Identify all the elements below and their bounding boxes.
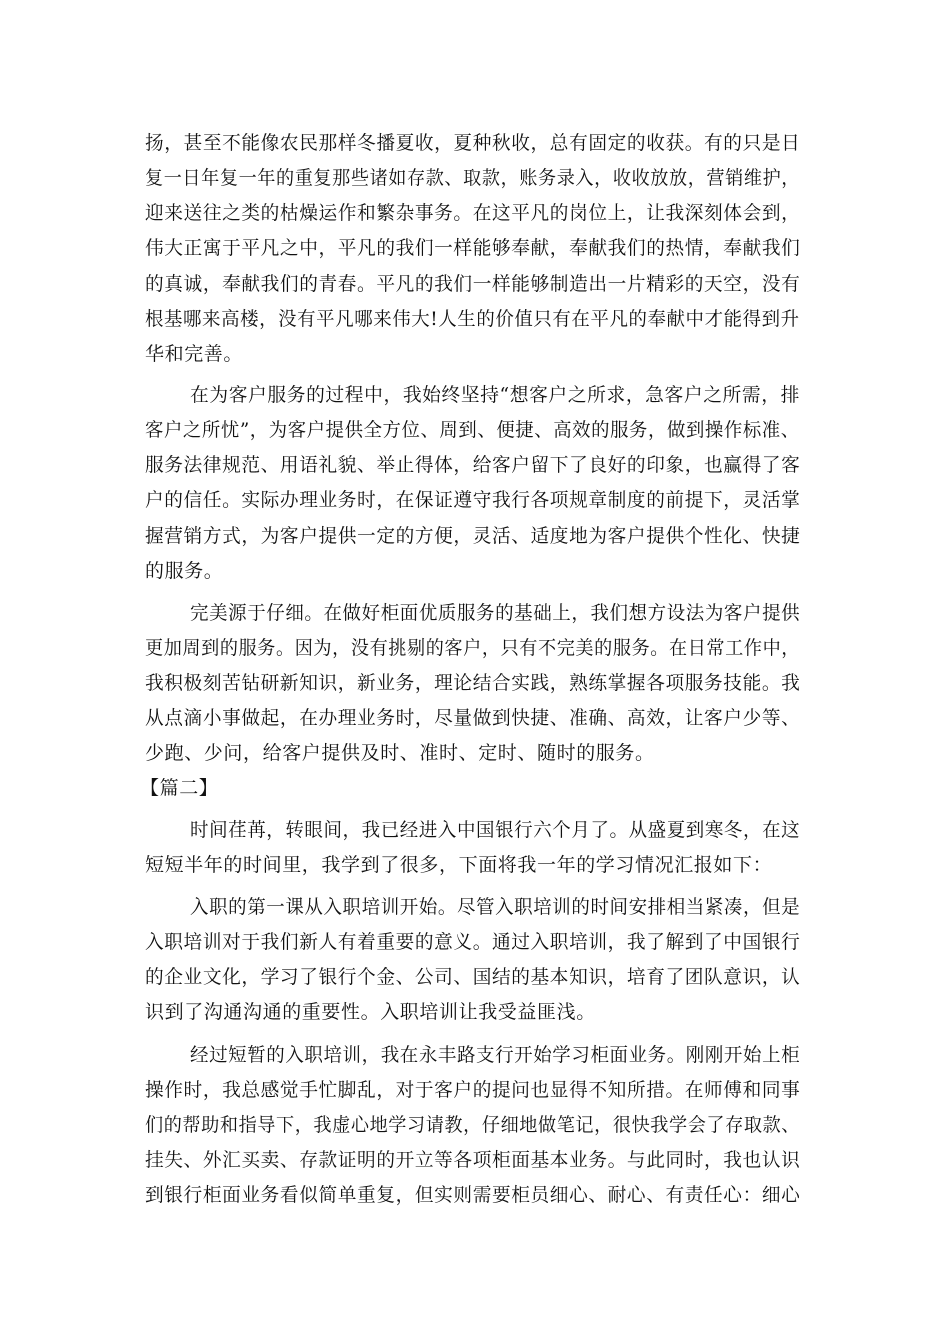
text-line: 根基哪来高楼，没有平凡哪来伟大!人生的价值只有在平凡的奉献中才能得到升 (145, 308, 800, 330)
paragraph-start-line: 入职的第一课从入职培训开始。尽管入职培训的时间安排相当紧凑，但是 (190, 896, 801, 918)
text-line: 的服务。 (145, 560, 224, 582)
paragraph-start-line: 完美源于仔细。在做好柜面优质服务的基础上，我们想方设法为客户提供 (190, 602, 801, 624)
paragraph-start-line: 经过短暂的入职培训，我在永丰路支行开始学习柜面业务。刚刚开始上柜 (190, 1044, 801, 1066)
text-line: 更加周到的服务。因为，没有挑剔的客户，只有不完美的服务。在日常工作中， (145, 637, 801, 659)
text-line: 操作时，我总感觉手忙脚乱，对于客户的提问也显得不知所措。在师傅和同事 (145, 1079, 801, 1101)
text-line: 挂失、外汇买卖、存款证明的开立等各项柜面基本业务。与此同时，我也认识 (145, 1149, 801, 1171)
text-line: 们的帮助和指导下，我虚心地学习请教，仔细地做笔记，很快我学会了存取款、 (145, 1114, 801, 1136)
text-line: 握营销方式，为客户提供一定的方便，灵活、适度地为客户提供个性化、快捷 (145, 525, 801, 547)
text-line: 入职培训对于我们新人有着重要的意义。通过入职培训，我了解到了中国银行 (145, 931, 801, 953)
text-line: 短短半年的时间里，我学到了很多，下面将我一年的学习情况汇报如下： (145, 854, 773, 876)
text-line: 扬，甚至不能像农民那样冬播夏收，夏种秋收，总有固定的收获。有的只是日 (145, 132, 801, 154)
text-line: 的真诚，奉献我们的青春。平凡的我们一样能够制造出一片精彩的天空，没有 (145, 273, 801, 295)
paragraph-start-line: 时间荏苒，转眼间，我已经进入中国银行六个月了。从盛夏到寒冬，在这 (190, 819, 801, 841)
text-line: 复一日年复一年的重复那些诸如存款、取款，账务录入，收收放放，营销维护， (145, 167, 801, 189)
text-line: 户的信任。实际办理业务时，在保证遵守我行各项规章制度的前提下，灵活掌 (145, 489, 801, 511)
text-line: 华和完善。 (145, 343, 244, 365)
text-line: 我积极刻苦钻研新知识，新业务，理论结合实践，熟练掌握各项服务技能。我 (145, 672, 801, 694)
text-line: 服务法律规范、用语礼貌、举止得体，给客户留下了良好的印象，也赢得了客 (145, 454, 801, 476)
paragraph-start-line: 在为客户服务的过程中，我始终坚持“想客户之所求，急客户之所需，排 (190, 384, 800, 406)
text-line: 少跑、少问，给客户提供及时、准时、定时、随时的服务。 (145, 742, 655, 764)
section-heading: 【篇二】 (140, 777, 219, 799)
text-line: 到银行柜面业务看似简单重复，但实则需要柜员细心、耐心、有责任心：细心 (145, 1184, 801, 1206)
text-line: 伟大正寓于平凡之中，平凡的我们一样能够奉献，奉献我们的热情，奉献我们 (145, 237, 801, 259)
text-line: 从点滴小事做起，在办理业务时，尽量做到快捷、准确、高效，让客户少等、 (145, 707, 801, 729)
text-line: 的企业文化，学习了银行个金、公司、国结的基本知识，培育了团队意识，认 (145, 966, 801, 988)
text-line: 识到了沟通沟通的重要性。入职培训让我受益匪浅。 (145, 1001, 596, 1023)
text-line: 迎来送往之类的枯燥运作和繁杂事务。在这平凡的岗位上，让我深刻体会到， (145, 202, 801, 224)
text-line: 客户之所忧”，为客户提供全方位、周到、便捷、高效的服务，做到操作标准、 (145, 419, 800, 441)
